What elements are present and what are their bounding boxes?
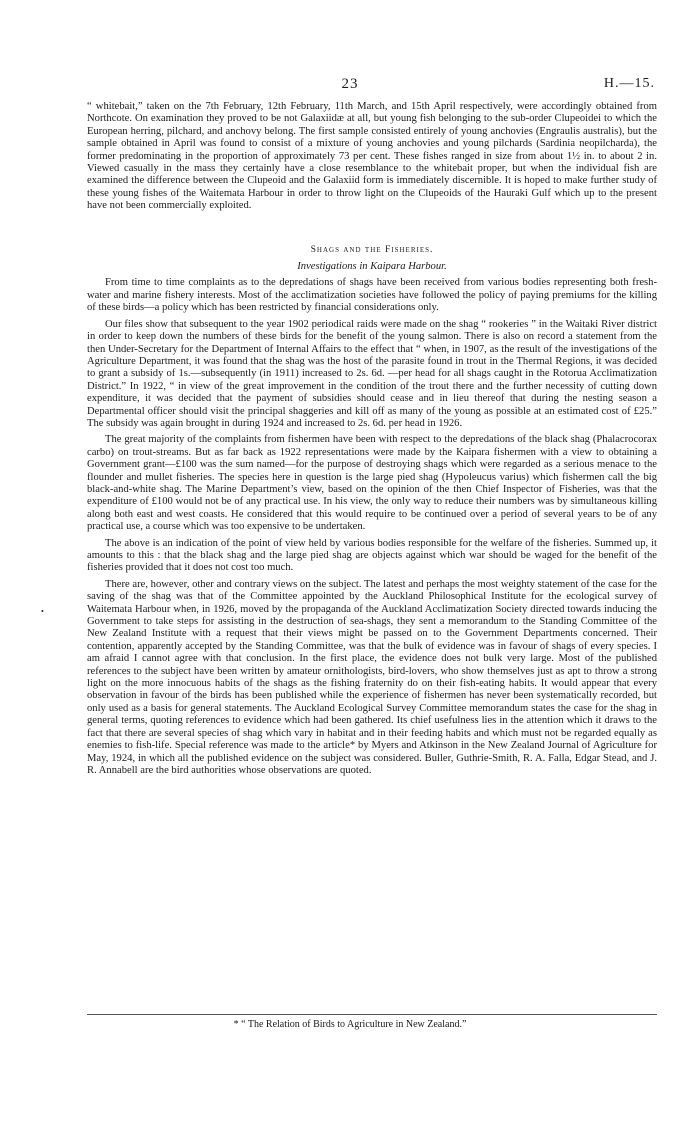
body-paragraph-5: There are, however, other and contrary views on the subject. The latest and perhaps the most weighty statement of the case for the saving of the shag was that of the Committee appointed by the Auckland Philosophical Institute for the ecological survey of Waitemata Harbour when, in 1926, moved by the propaganda of the Auckland Acclimatization Society directed towards inducing the Government to take steps for assisting in the destruction of sea-shags, they sent a memorandum to the Standing Committee of the New Zealand Institute with a request that their views might be passed on to the Government Departments concerned. Their contention, apparently accepted by the Standing Committee, was that the bulk of evidence was in favour of shags of every species. I am afraid I cannot agree with that conclusion. In the first place, the evidence does not bulk very large. Most of the published references to the subject have been written by amateur ornithologists, bird-lovers, who show themselves just as apt to throw a strong light on the more innocuous habits of the shags as the fishing fraternity do on their fish-eating habits. It would appear that every observation in favour of the birds has been published while the experience of fishermen has never been systematically recorded, but only used as a basis for general statements. The Auckland Ecological Survey Committee memorandum states the case for the shag in general terms, quoting references to evidence which had been gathered. Its chief usefulness lies in the attention which it draws to the fact that there are several species of shag which vary in habitat and in their feeding habits and which must not be regarded equally as enemies to fish-life. Special reference was made to the article* by Myers and Atkinson in the New Zealand Journal of Agriculture for May, 1924, in which all the published evidence on the subject was considered. Buller, Guthrie-Smith, R. A. Falla, Edgar Stead, and J. R. Annabell are the bird authorities whose observations are quoted. <box>87 578 657 776</box>
section-heading: Shags and the Fisheries. <box>310 243 434 255</box>
footnote: * “ The Relation of Birds to Agriculture in New Zealand.” <box>233 1019 467 1030</box>
body-paragraph-4: The above is an indication of the point of view held by various bodies responsible for the welfare of the fisheries. Summed up, it amounts to this : that the black shag and the large pied shag are objects against which war should be waged for the benefit of the fisheries provided that it does not cost too much. <box>87 537 657 574</box>
page-body <box>87 101 657 777</box>
body-paragraph-2: Our files show that subsequent to the year 1902 periodical raids were made on the shag “ rookeries ” in the Waitaki River district in order to keep down the numbers of these birds for the benefit of the young salmon. There is also on record a statement from the then Under-Secretary for the Department of Internal Affairs to the effect that “ when, in 1907, as the result of the investigations of the Agriculture Department, it was found that the shag was the host of the parasite found in trout in the Thermal Regions, it was decided to grant a subsidy of 1s.—subsequently (in 1911) increased to 2s. 6d. —per head for all shags caught in the Rotorua Acclimatization District.” In 1922, “ in view of the great improvement in the condition of the trout there and the further necessity of cutting down expenditure, it was decided that the payment of subsidies should cease and in lieu thereof that during the nesting season a Departmental officer should visit the principal shaggeries and kill off as many of the young as possible at an estimated cost of £25.” The subsidy was again brought in during 1924 and increased to 2s. 6d. per head in 1926. <box>87 318 657 429</box>
body-paragraph-3: The great majority of the complaints from fishermen have been with respect to the depredations of the black shag (Phalacrocorax carbo) on trout-streams. But as far back as 1922 representations were made by the Kaipara fishermen with a view to obtaining a Government grant—£100 was the sum named—for the purpose of destroying shags which were regarded as a serious menace to the flounder and mullet fisheries. The species here in question is the large pied shag (Hypoleucus varius) which fishermen call the big black-and-white shag. The Marine Department’s view, based on the opinion of the then Chief Inspector of Fisheries, was that the expenditure of £100 would not be of any practical use. In his view, the only way to reduce their numbers was by simultaneous killing along both east and west coasts. He considered that this would require to be continued over a period of several years to be of any practical use, a course which was too expensive to be undertaken. <box>87 434 657 533</box>
page-number: 23 <box>341 76 359 92</box>
intro-paragraph: “ whitebait,” taken on the 7th February, 12th February, 11th March, and 15th April respectively, were accordingly obtained from Northcote. On examination they proved to be not Galaxiidæ at all, but young fish belonging to the sub-order Clupeoidei to which the European herring, pilchard, and anchovy belong. The first sample consisted entirely of young anchovies (Engraulis australis), but the sample obtained in April was found to consist of a mixture of young anchovies and young pilchards (Sardinia neopilchardа), the former predominating in the proportion of approximately 73 per cent. These fishes ranged in size from about 1½ in. to about 2 in. Viewed casually in the mass they certainly have a close resemblance to the whitebait proper, but when the individual fish are examined the difference between the Clupeoid and the Galaxiid form is immediately discernible. It is hoped to make further study of these young fishes of the Waitemata Harbour in order to throw light on the Clupeoids of the Hauraki Gulf which up to the present have not been commercially exploited. <box>87 101 657 212</box>
document-reference: H.—15. <box>603 76 655 91</box>
margin-mark: • <box>41 607 44 616</box>
section-subheading: Investigations in Kaipara Harbour. <box>297 261 447 273</box>
body-paragraph-1: From time to time complaints as to the depredations of shags have been received from various bodies representing both fresh-water and marine fishery interests. Most of the acclimatization societies have followed the policy of paying premiums for the killing of these birds—a policy which has been restricted by financial considerations only. <box>87 277 657 314</box>
footnote-divider <box>87 1014 657 1015</box>
